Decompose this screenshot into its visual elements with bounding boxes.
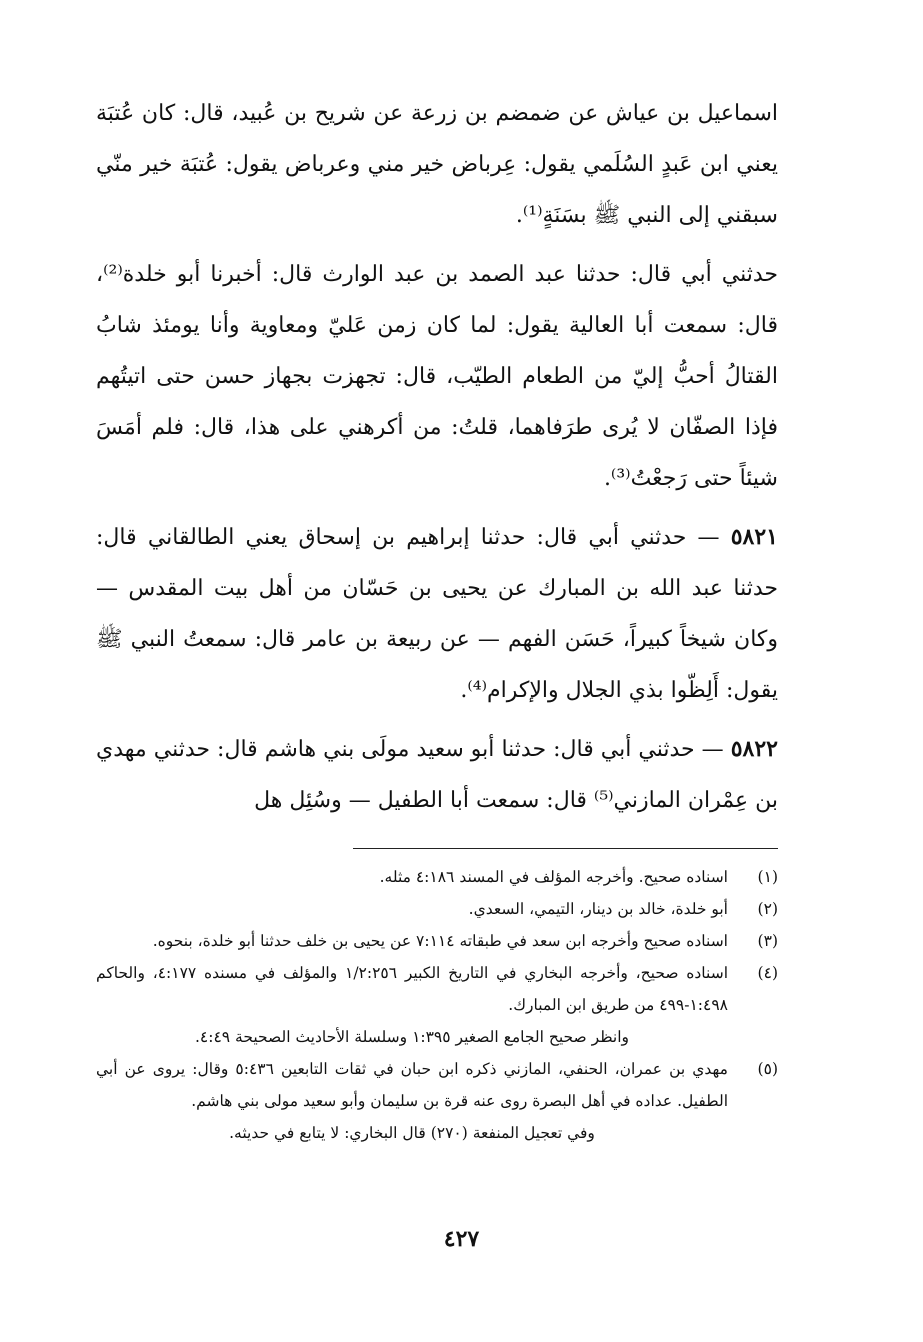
footnote (96, 861, 778, 893)
text-line: حسن حتى اتيتُهم فإذا الصفّان لا يُرى طرَفاهما، قلتُ: من أكرهني على (96, 364, 779, 440)
footnote-marker: (٣) (757, 932, 778, 950)
footnote-text: اسناده صحيح. وأخرجه المؤلف في المسند ٤:١٨٦ مثله. (379, 868, 728, 886)
footnote-text: مهدي بن عمران، الحنفي، المازني ذكره ابن حبان في ثقات التابعين ٥:٤٣٦ وقال: يروى عن أبي الطفيل. عداده في أهل البصرة روى عنه قرة بن سليمان وأبو سعيد مولى بني هاشم. (96, 1060, 728, 1110)
hadith-number: ٥٨٢١ (730, 524, 778, 550)
main-text (96, 88, 778, 826)
text-line: خلدة⁽²⁾، قال: سمعت أبا العالية يقول: لما كان زمن عَليّ ومعاوية وأنا (96, 262, 779, 338)
footnote (96, 925, 778, 957)
text-line: كان عُتبَة يعني ابن عَبدٍ السُلَمي يقول: عِرباض خير مني وعرباض يقول: (96, 101, 778, 177)
paragraph (96, 724, 778, 826)
footnote-text: أبو خلدة، خالد بن دينار، التيمي، السعدي. (468, 900, 728, 918)
hadith-number: ٥٨٢٢ (730, 736, 778, 762)
footnote-text: اسناده صحيح، وأخرجه البخاري في التاريخ الكبير ١/٢:٢٥٦ والمؤلف في مسنده ٤:١٧٧، والحاكم ١:٤٩٨-٤٩٩ من طريق ابن المبارك. (96, 964, 728, 1014)
text-line: يومئذ شابُ القتالُ أحبُّ إليّ من الطعام الطيّب، قال: تجهزت بجهاز (96, 313, 778, 389)
text-line: حدثني مهدي بن عِمْران المازني⁽⁵⁾ قال: سمعت أبا الطفيل — وسُئِل هل (96, 737, 778, 813)
footnote-marker: (٤) (757, 964, 778, 982)
text-line: عُتبَة خير منّي سبقني إلى النبي ﷺ بسَنَةٍ⁽¹⁾. (96, 152, 778, 228)
paragraph (96, 249, 778, 504)
footnotes (96, 861, 778, 1149)
text-line: حدثني أبي قال: حدثنا عبد الصمد بن عبد الوارث قال: أخبرنا أبو (176, 262, 778, 287)
text-line: — حدثني أبي قال: حدثنا إبراهيم بن إسحاق يعني الطالقاني (147, 525, 720, 550)
footnote-text: وفي تعجيل المنفعة (٢٧٠) قال البخاري: لا يتابع في حديثه. (229, 1124, 595, 1142)
footnote-marker: (٥) (757, 1060, 778, 1078)
footnote-text: اسناده صحيح وأخرجه ابن سعد في طبقاته ٧:١١٤ عن يحيى بن خلف حدثنا أبو خلدة، بنحوه. (152, 932, 728, 950)
footnote-marker: (١) (757, 868, 778, 886)
text-line: المقدس — وكان شيخاً كبيراً، حَسَن الفهم — عن ربيعة بن عامر قال: (96, 576, 778, 652)
footnote-text: وانظر صحيح الجامع الصغير ١:٣٩٥ وسلسلة الأحاديث الصحيحة ٤:٤٩. (194, 1028, 630, 1046)
footnote (96, 893, 778, 925)
page-body (96, 88, 778, 1149)
footnote (96, 957, 778, 1053)
text-line: قال: حدثنا عبد الله بن المبارك عن يحيى بن حَسّان من أهل بيت (96, 525, 778, 601)
text-line: — حدثني أبي قال: حدثنا أبو سعيد مولَى بني هاشم قال: (217, 737, 724, 762)
paragraph (96, 88, 778, 241)
footnote-divider (353, 848, 778, 849)
text-line: هذا، قال: فلم أمَسَ شيئاً حتى رَجعْتُ⁽³⁾. (96, 415, 778, 491)
text-line: سمعتُ النبي ﷺ يقول: أَلِظّوا بذي الجلال والإكرام⁽⁴⁾. (96, 627, 778, 703)
footnote (96, 1053, 778, 1149)
text-line: اسماعيل بن عياش عن ضمضم بن زرعة عن شريح بن عُبيد، قال: (183, 101, 778, 126)
footnote-marker: (٢) (757, 900, 778, 918)
page-number: ٤٢٧ (443, 1226, 480, 1252)
paragraph (96, 512, 778, 716)
